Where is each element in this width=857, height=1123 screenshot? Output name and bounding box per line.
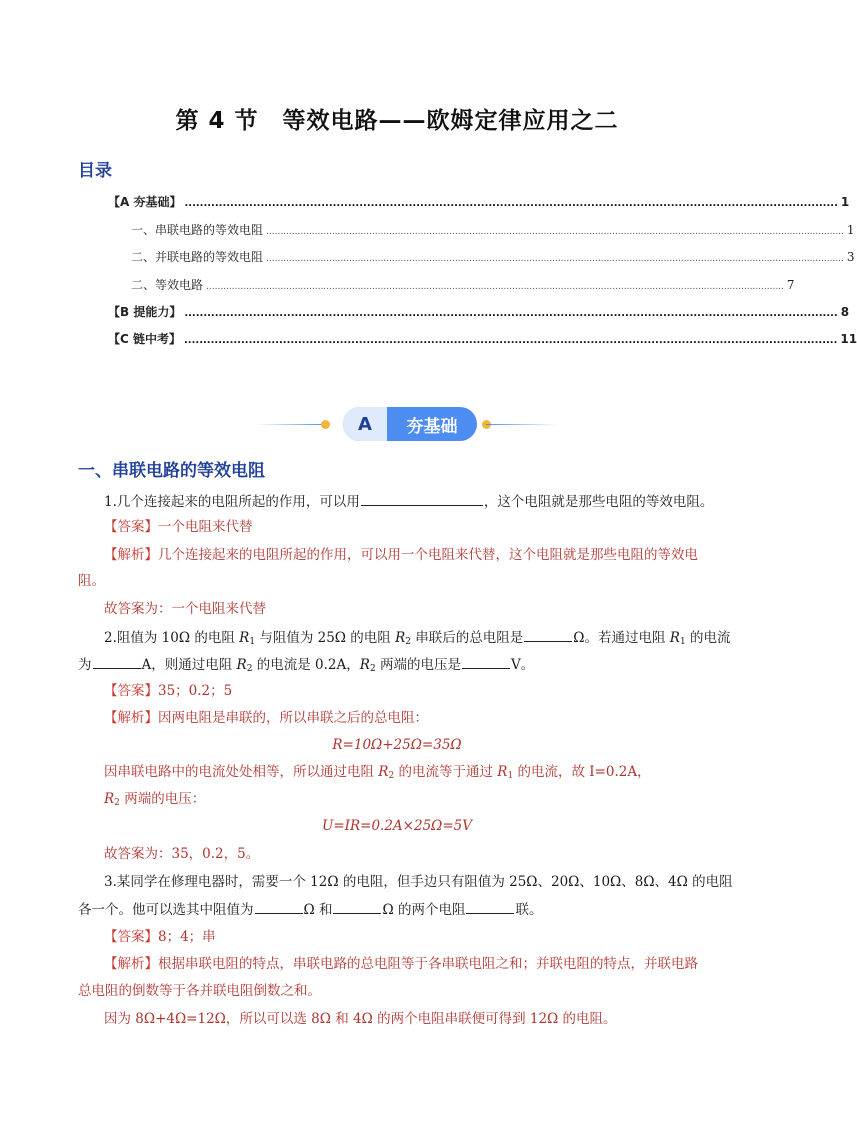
- variable-r: R: [395, 630, 406, 646]
- banner-pill: [343, 407, 477, 441]
- toc-item-label: 【A 夯基础】: [108, 195, 182, 209]
- subscript: 1: [679, 637, 686, 647]
- question-text: 串联后的总电阻是: [411, 630, 524, 646]
- variable-r: R: [104, 791, 115, 807]
- answer-line: [104, 927, 744, 947]
- analysis-tag: 【解析】: [104, 956, 158, 972]
- analysis-line: [104, 545, 744, 565]
- toc-leader: ............................................................................................................................................................................: [184, 198, 838, 209]
- section-heading: 一、串联电路的等效电阻: [78, 461, 265, 481]
- question-text: 的电流是 0.2A，: [252, 657, 360, 673]
- analysis-line: 因为 8Ω+4Ω=12Ω，所以可以选 8Ω 和 4Ω 的两个电阻串联便可得到 12Ω 的电阻。: [104, 1011, 617, 1027]
- toc-leader: ............................................................................................................................................................................: [184, 308, 838, 319]
- analysis-line: 阻。: [78, 573, 105, 589]
- toc-page-number: 1: [840, 195, 850, 209]
- toc-item-a[interactable]: [108, 193, 850, 210]
- analysis-tag: 【解析】: [104, 710, 158, 726]
- toc-page-number: 1: [846, 223, 855, 237]
- toc-item-parallel[interactable]: [131, 248, 855, 265]
- question-text: ，这个电阻就是那些电阻的等效电阻。: [483, 494, 714, 510]
- variable-r: R: [239, 630, 250, 646]
- toc-page-number: 7: [786, 278, 795, 292]
- answer-text: 35；0.2；5: [158, 683, 233, 699]
- question-3-cont: [78, 899, 718, 920]
- question-text: A，则通过电阻: [141, 657, 237, 673]
- answer-blank[interactable]: [255, 899, 303, 914]
- question-text: 2.阻值为 10Ω 的电阻: [104, 630, 240, 646]
- analysis-text: 两端的电压：: [119, 791, 206, 807]
- toc-item-b[interactable]: [108, 303, 850, 320]
- question-text: V。: [510, 657, 535, 673]
- analysis-text: 几个连接起来的电阻所起的作用，可以用一个电阻来代替，这个电阻就是那些电阻的等效电: [158, 547, 698, 563]
- analysis-text: 的电流，故 I=0.2A，: [513, 764, 651, 780]
- toc-leader: ..........................................................................................................................................................................................................: [206, 282, 784, 292]
- subscript: 2: [369, 664, 376, 674]
- toc-item-label: 【C 链中考】: [108, 332, 181, 346]
- toc-item-label: 一、串联电路的等效电阻: [131, 223, 264, 237]
- analysis-text: 的电流等于通过: [394, 764, 498, 780]
- variable-r: R: [378, 764, 389, 780]
- subscript: 2: [246, 664, 253, 674]
- toc-page-number: 11: [840, 332, 857, 346]
- answer-line: [104, 681, 744, 701]
- variable-r: R: [359, 657, 370, 673]
- question-1: [104, 491, 744, 512]
- toc-item-label: 二、并联电路的等效电阻: [131, 250, 264, 264]
- toc-page-number: 3: [846, 250, 855, 264]
- banner-line: [486, 424, 558, 425]
- question-text: 的电流: [685, 630, 731, 646]
- answer-blank[interactable]: [333, 899, 381, 914]
- toc-leader: ..........................................................................................................................................................................................................: [266, 227, 844, 237]
- toc-item-label: 二、等效电路: [131, 278, 204, 292]
- toc-leader: ............................................................................................................................................................................: [184, 335, 838, 346]
- toc-heading: 目录: [78, 161, 112, 181]
- variable-r: R: [669, 630, 680, 646]
- question-text: 与阻值为 25Ω 的电阻: [255, 630, 396, 646]
- analysis-text: 因两电阻是串联的，所以串联之后的总电阻：: [158, 710, 428, 726]
- analysis-tag: 【解析】: [104, 547, 158, 563]
- subscript: 2: [405, 637, 411, 647]
- answer-tag: 【答案】: [104, 683, 158, 699]
- answer-blank[interactable]: [466, 899, 514, 914]
- analysis-text: 因串联电路中的电流处处相等，所以通过电阻: [104, 764, 379, 780]
- question-text: 联。: [515, 902, 543, 918]
- section-banner: [0, 404, 794, 444]
- question-text: Ω 和: [303, 902, 333, 918]
- question-3: 3.某同学在修理电器时，需要一个 12Ω 的电阻，但手边只有阻值为 25Ω、20Ω、10Ω、8Ω、4Ω 的电阻: [104, 874, 733, 890]
- answer-tag: 【答案】: [104, 929, 158, 945]
- analysis-line: 总电阻的倒数等于各并联电阻倒数之和。: [78, 983, 321, 999]
- conclusion-line: 故答案为：35，0.2，5。: [104, 846, 260, 862]
- formula: R=10Ω+25Ω=35Ω: [332, 737, 462, 753]
- answer-tag: 【答案】: [104, 519, 158, 535]
- question-text: Ω 的两个电阻: [382, 902, 466, 918]
- formula: U=IR=0.2A×25Ω=5V: [321, 818, 473, 834]
- toc-item-c[interactable]: [108, 330, 857, 347]
- question-2: [104, 627, 744, 648]
- variable-r: R: [497, 764, 508, 780]
- question-text: 1.几个连接起来的电阻所起的作用，可以用: [104, 494, 360, 510]
- toc-item-label: 【B 提能力】: [108, 305, 182, 319]
- banner-line: [255, 424, 327, 425]
- answer-text: 8；4；串: [158, 929, 216, 945]
- question-text: 为: [78, 657, 92, 673]
- answer-blank[interactable]: [524, 627, 572, 642]
- question-text: 两端的电压是: [375, 657, 461, 673]
- subscript: 1: [249, 637, 256, 647]
- question-text: Ω。若通过电阻: [573, 630, 670, 646]
- analysis-text: 根据串联电阻的特点，串联电路的总电阻等于各串联电阻之和；并联电阻的特点，并联电路: [158, 956, 698, 972]
- subscript: 2: [388, 771, 395, 781]
- banner-dot-icon: [321, 420, 330, 429]
- answer-line: [104, 517, 744, 537]
- toc-leader: ..........................................................................................................................................................................................................: [266, 254, 844, 264]
- toc-item-series[interactable]: [131, 221, 855, 238]
- subscript: 2: [114, 798, 120, 808]
- answer-blank[interactable]: [462, 654, 510, 669]
- answer-text: 一个电阻来代替: [158, 519, 253, 535]
- analysis-line: [104, 708, 744, 728]
- answer-blank[interactable]: [93, 654, 141, 669]
- analysis-line: [104, 954, 744, 974]
- subscript: 1: [507, 771, 514, 781]
- variable-r: R: [236, 657, 247, 673]
- page-title: 第 4 节 等效电路——欧姆定律应用之二: [175, 108, 619, 134]
- analysis-line: [104, 762, 744, 782]
- conclusion-line: 故答案为：一个电阻来代替: [104, 601, 266, 617]
- analysis-line: [104, 789, 744, 809]
- question-text: 各一个。他可以选其中阻值为: [78, 902, 254, 918]
- toc-page-number: 8: [840, 305, 850, 319]
- banner-letter: A: [343, 407, 387, 441]
- question-2-cont: [78, 654, 718, 675]
- answer-blank[interactable]: [361, 491, 483, 506]
- banner-word: 夯基础: [406, 416, 458, 437]
- toc-item-equivalent[interactable]: [131, 276, 795, 293]
